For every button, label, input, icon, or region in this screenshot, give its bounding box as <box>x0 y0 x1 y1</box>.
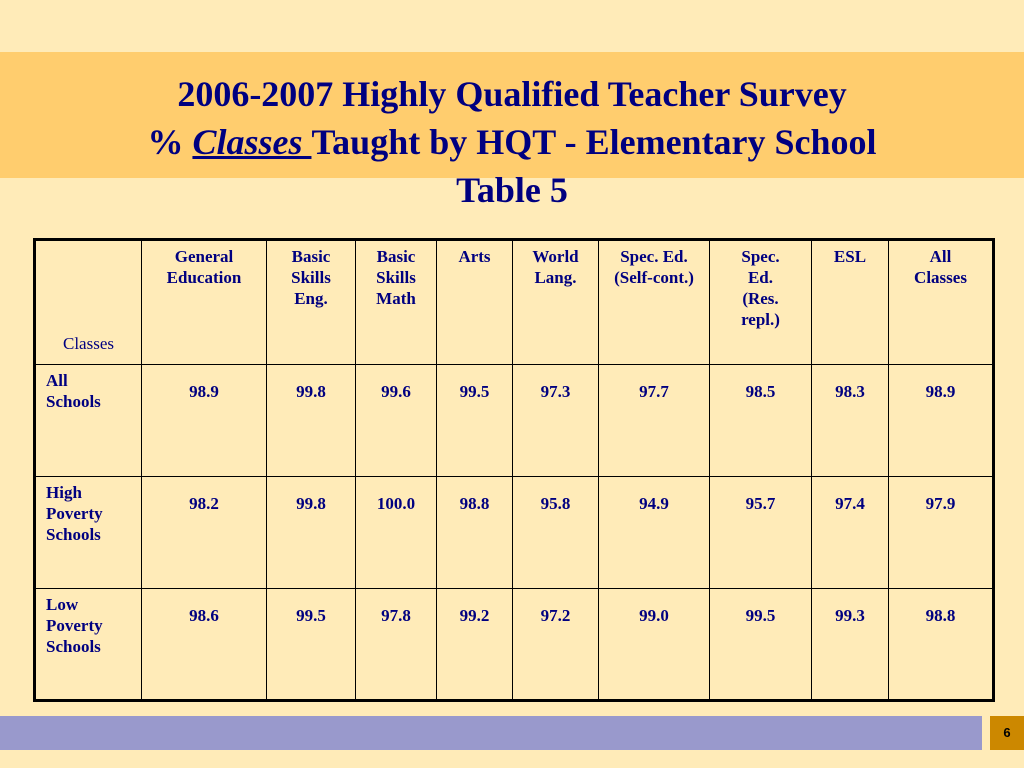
table-cell: 98.2 <box>142 477 267 589</box>
table-cell: 94.9 <box>599 477 710 589</box>
title-line-1: 2006-2007 Highly Qualified Teacher Survey <box>177 74 847 114</box>
title-line-3: Table 5 <box>456 170 568 210</box>
table-cell: 99.8 <box>267 477 356 589</box>
column-header: World Lang. <box>513 240 599 365</box>
row-label: All Schools <box>35 365 142 477</box>
column-header: General Education <box>142 240 267 365</box>
table-cell: 100.0 <box>356 477 437 589</box>
table-row <box>35 477 994 589</box>
table-cell: 99.5 <box>710 589 812 701</box>
column-header: Arts <box>437 240 513 365</box>
hqt-table <box>33 238 995 702</box>
header-row <box>35 240 994 365</box>
table-cell: 99.8 <box>267 365 356 477</box>
table-cell: 97.9 <box>889 477 994 589</box>
title-classes-emphasis: Classes <box>192 122 312 162</box>
table-cell: 97.4 <box>812 477 889 589</box>
table-cell: 98.9 <box>142 365 267 477</box>
title-line-2 <box>0 118 1024 166</box>
table-cell: 97.3 <box>513 365 599 477</box>
table-row <box>35 365 994 477</box>
table-cell: 99.5 <box>267 589 356 701</box>
bottom-bar <box>0 716 982 750</box>
table-cell: 97.7 <box>599 365 710 477</box>
corner-header: Classes <box>35 240 142 365</box>
table-cell: 99.5 <box>437 365 513 477</box>
title-line-2-prefix: % <box>147 122 193 162</box>
table-cell: 98.8 <box>889 589 994 701</box>
table-cell: 99.0 <box>599 589 710 701</box>
column-header: ESL <box>812 240 889 365</box>
table-cell: 98.3 <box>812 365 889 477</box>
title-line-2-suffix: Taught by HQT - Elementary School <box>311 122 877 162</box>
column-header: Basic Skills Eng. <box>267 240 356 365</box>
table-cell: 95.8 <box>513 477 599 589</box>
column-header: Basic Skills Math <box>356 240 437 365</box>
table-cell: 99.6 <box>356 365 437 477</box>
table-row <box>35 589 994 701</box>
row-label: Low Poverty Schools <box>35 589 142 701</box>
column-header: Spec. Ed. (Res. repl.) <box>710 240 812 365</box>
column-header: All Classes <box>889 240 994 365</box>
page-number: 6 <box>990 716 1024 750</box>
slide-title <box>0 70 1024 214</box>
table-cell: 95.7 <box>710 477 812 589</box>
table-cell: 97.2 <box>513 589 599 701</box>
row-label: High Poverty Schools <box>35 477 142 589</box>
table-cell: 99.2 <box>437 589 513 701</box>
table-cell: 98.5 <box>710 365 812 477</box>
table-cell: 99.3 <box>812 589 889 701</box>
column-header: Spec. Ed. (Self-cont.) <box>599 240 710 365</box>
table-cell: 97.8 <box>356 589 437 701</box>
table-cell: 98.6 <box>142 589 267 701</box>
table-cell: 98.9 <box>889 365 994 477</box>
table-cell: 98.8 <box>437 477 513 589</box>
